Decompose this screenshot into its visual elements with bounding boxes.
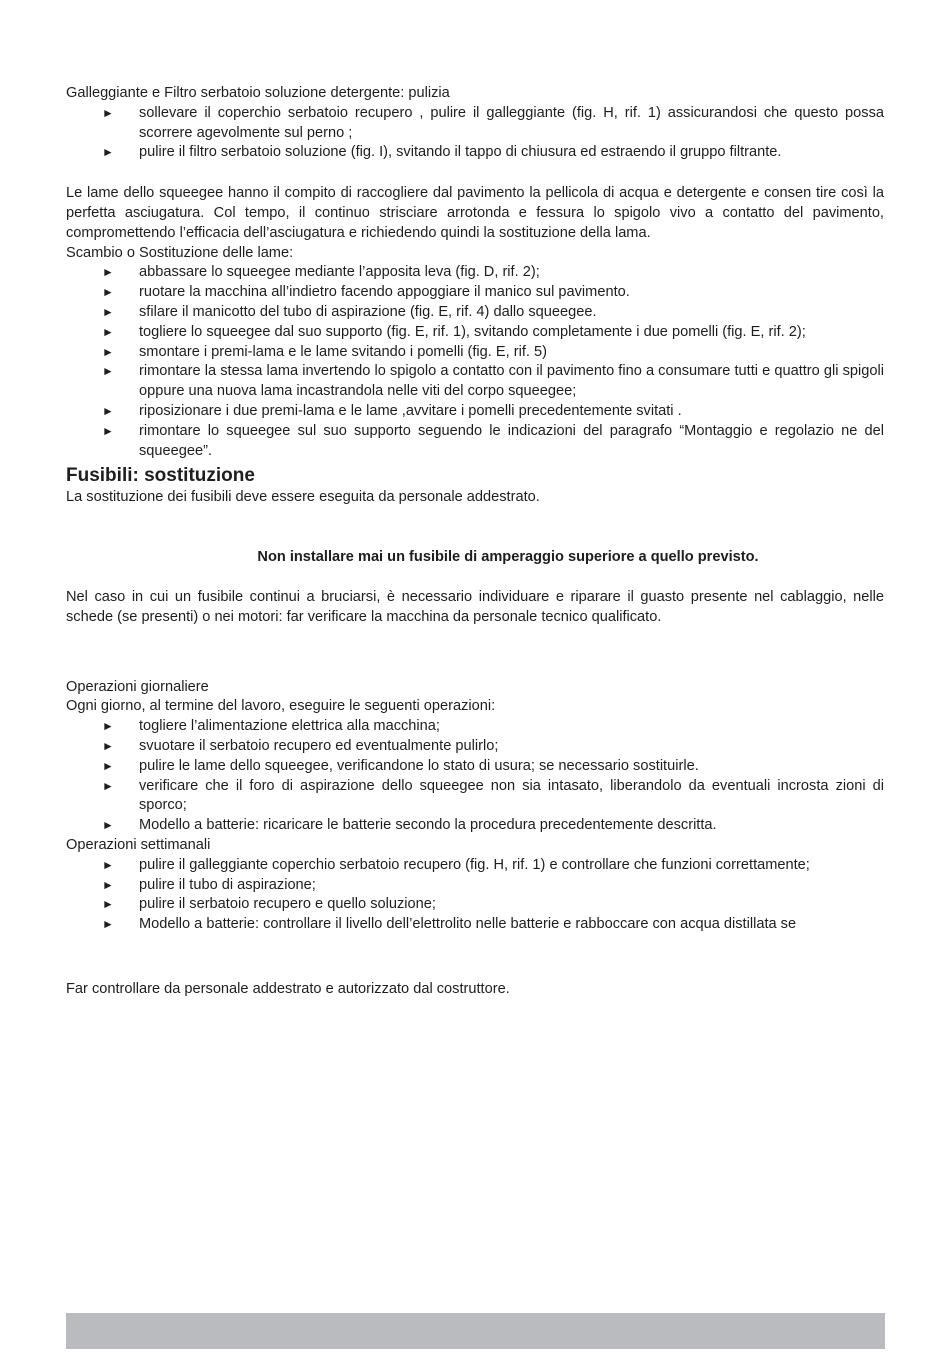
list-item: ► togliere l’alimentazione elettrica alla macchina; bbox=[66, 717, 884, 737]
list-item: ► riposizionare i due premi-lama e le lame ,avvitare i pomelli precedentemente svitati . bbox=[66, 402, 884, 422]
weekly-operations-list bbox=[66, 856, 884, 935]
arrow-bullet-icon: ► bbox=[102, 403, 114, 418]
fuses-note: Nel caso in cui un fusibile continui a bruciarsi, è necessario individuare e riparare il guasto presente nel cablaggio, nelle schede (se presenti) o nei motori: far verificare la macchina da personale tecnico qualificato. bbox=[66, 588, 884, 625]
list-item: ► ruotare la macchina all’indietro facendo appoggiare il manico sul pavimento. bbox=[66, 283, 884, 303]
arrow-bullet-icon: ► bbox=[102, 738, 114, 753]
arrow-bullet-icon: ► bbox=[102, 778, 114, 793]
blade-replacement-subtitle: Scambio o Sostituzione delle lame: bbox=[66, 244, 294, 261]
list-item: ► abbassare lo squeegee mediante l’apposita leva (fig. D, rif. 2); bbox=[66, 263, 884, 283]
section-title-float-filter: Galleggiante e Filtro serbatoio soluzione detergente: pulizia bbox=[66, 85, 450, 101]
list-item: ► pulire il galleggiante coperchio serbatoio recupero (fig. H, rif. 1) e controllare che funzioni correttamente; bbox=[66, 856, 884, 876]
list-item: ► verificare che il foro di aspirazione dello squeegee non sia intasato, liberandolo da eventuali incrosta zioni di sporco; bbox=[102, 777, 884, 814]
arrow-bullet-icon: ► bbox=[102, 897, 114, 912]
arrow-bullet-icon: ► bbox=[102, 285, 114, 300]
list-item: ► pulire il tubo di aspirazione; bbox=[66, 876, 884, 896]
list-item: ► rimontare la stessa lama invertendo lo spigolo a contatto con il pavimento fino a consumare tutti e quattro gli spigoli oppure una nuova lama incastrandola nelle viti del corpo squeegee; bbox=[102, 363, 884, 400]
arrow-bullet-icon: ► bbox=[102, 105, 114, 120]
closing-note: Far controllare da personale addestrato e autorizzato dal costruttore. bbox=[66, 980, 510, 997]
list-item: ► rimontare lo squeegee sul suo supporto seguendo le indicazioni del paragrafo “Montaggio e regolazio ne del squeegee”. bbox=[102, 422, 884, 459]
arrow-bullet-icon: ► bbox=[102, 818, 114, 833]
arrow-bullet-icon: ► bbox=[102, 758, 114, 773]
list-item: ► togliere lo squeegee dal suo supporto (fig. E, rif. 1), svitando completamente i due pomelli (fig. E, rif. 2); bbox=[66, 323, 884, 343]
weekly-operations-title: Operazioni settimanali bbox=[66, 836, 211, 853]
list-item: ► sollevare il coperchio serbatoio recupero , pulire il galleggiante (fig. H, rif. 1) assicurandosi che questo possa scorrere agevolmente sul perno ; bbox=[102, 104, 884, 141]
squeegee-intro-paragraph: Le lame dello squeegee hanno il compito di raccogliere dal pavimento la pellicola di acqua e detergente e consen tire così la perfetta asciugatura. Col tempo, il continuo strisciare arrotonda e fessura lo spigolo vivo a contatto del pavimento, compromettendo l’efficacia dell’asciugatura e richiedendo quindi la sostituzione della lama. bbox=[66, 185, 884, 241]
list-item: ► Modello a batterie: controllare il livello dell’elettrolito nelle batterie e rabboccare con acqua distillata se bbox=[66, 915, 884, 935]
list-item: ► pulire le lame dello squeegee, verificandone lo stato di usura; se necessario sostituirle. bbox=[66, 757, 884, 777]
list-item: ► Modello a batterie: ricaricare le batterie secondo la procedura precedentemente descritta. bbox=[66, 816, 884, 836]
daily-operations-list bbox=[66, 717, 884, 836]
arrow-bullet-icon: ► bbox=[102, 145, 114, 160]
daily-operations-intro: Ogni giorno, al termine del lavoro, eseguire le seguenti operazioni: bbox=[66, 698, 496, 715]
float-filter-steps bbox=[66, 104, 884, 163]
blade-replacement-steps bbox=[66, 263, 884, 461]
list-item: ► pulire il filtro serbatoio soluzione (fig. I), svitando il tappo di chiusura ed estraendo il gruppo filtrante. bbox=[66, 143, 884, 163]
list-item: ► svuotare il serbatoio recupero ed eventualmente pulirlo; bbox=[66, 737, 884, 757]
document-body bbox=[66, 84, 884, 1000]
daily-operations-title: Operazioni giornaliere bbox=[66, 678, 209, 695]
arrow-bullet-icon: ► bbox=[102, 917, 114, 932]
list-item: ► pulire il serbatoio recupero e quello soluzione; bbox=[66, 895, 884, 915]
fuses-heading: Fusibili: sostituzione bbox=[66, 465, 255, 487]
list-item: ► sfilare il manicotto del tubo di aspirazione (fig. E, rif. 4) dallo squeegee. bbox=[66, 303, 884, 323]
arrow-bullet-icon: ► bbox=[102, 364, 114, 379]
arrow-bullet-icon: ► bbox=[102, 877, 114, 892]
footer-bar bbox=[66, 1313, 885, 1349]
arrow-bullet-icon: ► bbox=[102, 344, 114, 359]
arrow-bullet-icon: ► bbox=[102, 423, 114, 438]
arrow-bullet-icon: ► bbox=[102, 265, 114, 280]
arrow-bullet-icon: ► bbox=[102, 719, 114, 734]
list-item: ► smontare i premi-lama e le lame svitando i pomelli (fig. E, rif. 5) bbox=[66, 343, 884, 363]
spacer bbox=[66, 628, 884, 678]
fuses-warning: Non installare mai un fusibile di amperaggio superiore a quello previsto. bbox=[257, 549, 759, 566]
arrow-bullet-icon: ► bbox=[102, 324, 114, 339]
arrow-bullet-icon: ► bbox=[102, 857, 114, 872]
spacer bbox=[66, 163, 884, 184]
fuses-intro: La sostituzione dei fusibili deve essere eseguita da personale addestrato. bbox=[66, 489, 540, 506]
spacer bbox=[66, 935, 884, 980]
arrow-bullet-icon: ► bbox=[102, 304, 114, 319]
